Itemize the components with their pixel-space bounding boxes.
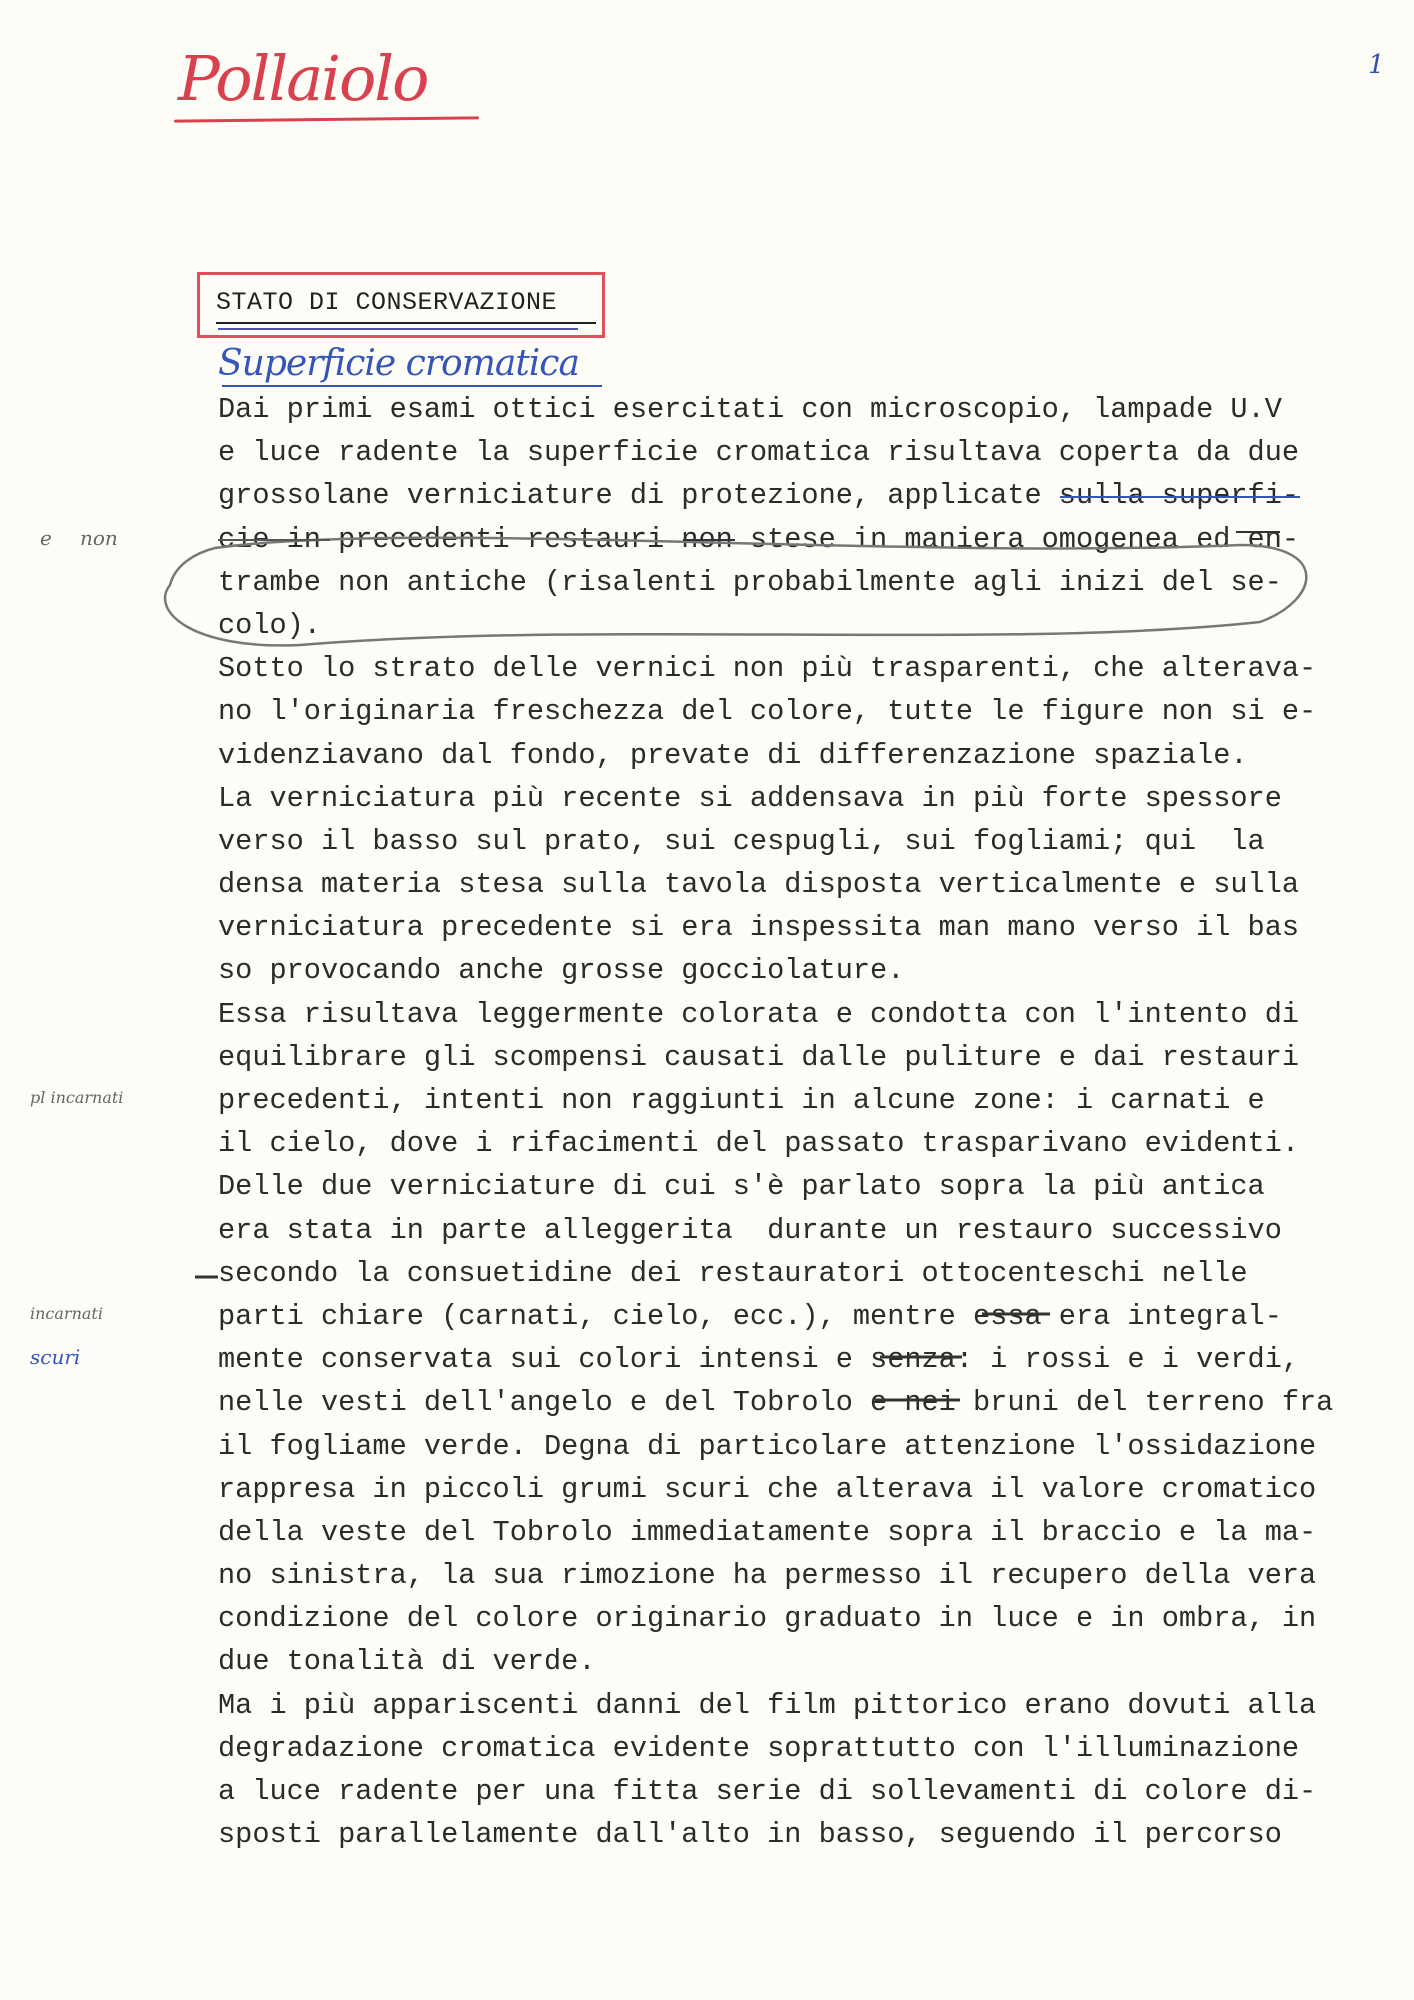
text-line: mente conservata sui colori intensi e senza: i rossi e i verdi, — [218, 1343, 1300, 1377]
text-line: La verniciatura più recente si addensava in più forte spessore — [218, 781, 1282, 815]
text-line: equilibrare gli scompensi causati dalle puliture e dai restauri — [218, 1040, 1300, 1074]
text-line: cie in precedenti restauri non stese in maniera omogenea ed en- — [218, 522, 1300, 556]
text-line: della veste del Tobrolo immediatamente sopra il braccio e la ma- — [218, 1515, 1317, 1549]
text-line: il fogliame verde. Degna di particolare attenzione l'ossidazione — [218, 1429, 1317, 1463]
annotation-incarnati: incarnati — [30, 1304, 103, 1323]
text-line: Dai primi esami ottici esercitati con microscopio, lampade U.V — [218, 393, 1282, 426]
text-line: secondo la consuetidine dei restauratori ottocenteschi nelle — [218, 1256, 1248, 1290]
text-line: Ma i più appariscenti danni del film pittorico erano dovuti alla — [218, 1688, 1317, 1722]
text-line: condizione del colore originario graduato in luce e in ombra, in — [218, 1602, 1317, 1636]
text-line: so provocando anche grosse gocciolature. — [218, 954, 905, 988]
text-line: no sinistra, la sua rimozione ha permesso il recupero della vera — [218, 1559, 1317, 1593]
annotation-scuri: scuri — [30, 1345, 81, 1369]
handwritten-title: Pollaiolo — [178, 42, 428, 115]
annotation-non: non — [80, 526, 118, 550]
text-line: verso il basso sul prato, sui cespugli, sui fogliami; qui la — [218, 824, 1265, 858]
text-line: il cielo, dove i rifacimenti del passato trasparivano evidenti. — [218, 1127, 1300, 1161]
text-line: colo). — [218, 608, 321, 642]
text-line: rappresa in piccoli grumi scuri che alterava il valore cromatico — [218, 1472, 1317, 1506]
text-line: trambe non antiche (risalenti probabilmente agli inizi del se- — [218, 565, 1282, 599]
text-line: Sotto lo strato delle vernici non più trasparenti, che alterava- — [218, 652, 1317, 686]
text-line: verniciatura precedente si era inspessita man mano verso il bas — [218, 911, 1300, 945]
text-line: Essa risultava leggermente colorata e condotta con l'intento di — [218, 997, 1300, 1031]
text-line: parti chiare (carnati, cielo, ecc.), mentre essa era integral- — [218, 1299, 1282, 1333]
text-line: era stata in parte alleggerita durante un restauro successivo — [218, 1213, 1282, 1247]
page-number: 1 — [1368, 50, 1385, 80]
text-line: sposti parallelamente dall'alto in basso, seguendo il percorso — [218, 1818, 1282, 1852]
text-line: no l'originaria freschezza del colore, tutte le figure non si e- — [218, 695, 1317, 729]
text-line: precedenti, intenti non raggiunti in alcune zone: i carnati e — [218, 1084, 1265, 1117]
text-line: videnziavano dal fondo, prevate di differenzazione spaziale. — [218, 738, 1248, 772]
text-line: densa materia stesa sulla tavola disposta verticalmente e sulla — [218, 868, 1300, 902]
pencil-ellipse — [165, 538, 1306, 646]
text-line: nelle vesti dell'angelo e del Tobrolo e nei bruni del terreno fra — [218, 1386, 1334, 1420]
annotation-pl-incarnati: pl incarnati — [30, 1088, 124, 1107]
handwritten-subheading: Superficie cromatica — [218, 343, 579, 384]
text-line: due tonalità di verde. — [218, 1645, 596, 1679]
text-line: e luce radente la superficie cromatica risultava coperta da due — [218, 436, 1300, 470]
text-line: a luce radente per una fitta serie di sollevamenti di colore di- — [218, 1775, 1317, 1808]
text-line: Delle due verniciature di cui s'è parlato sopra la più antica — [218, 1170, 1265, 1204]
section-title: STATO DI CONSERVAZIONE — [216, 288, 558, 317]
text-line: degradazione cromatica evidente soprattutto con l'illuminazione — [218, 1731, 1300, 1765]
text-line: grossolane verniciature di protezione, applicate sulla superfi- — [218, 479, 1300, 513]
annotation-e: e — [40, 526, 52, 550]
